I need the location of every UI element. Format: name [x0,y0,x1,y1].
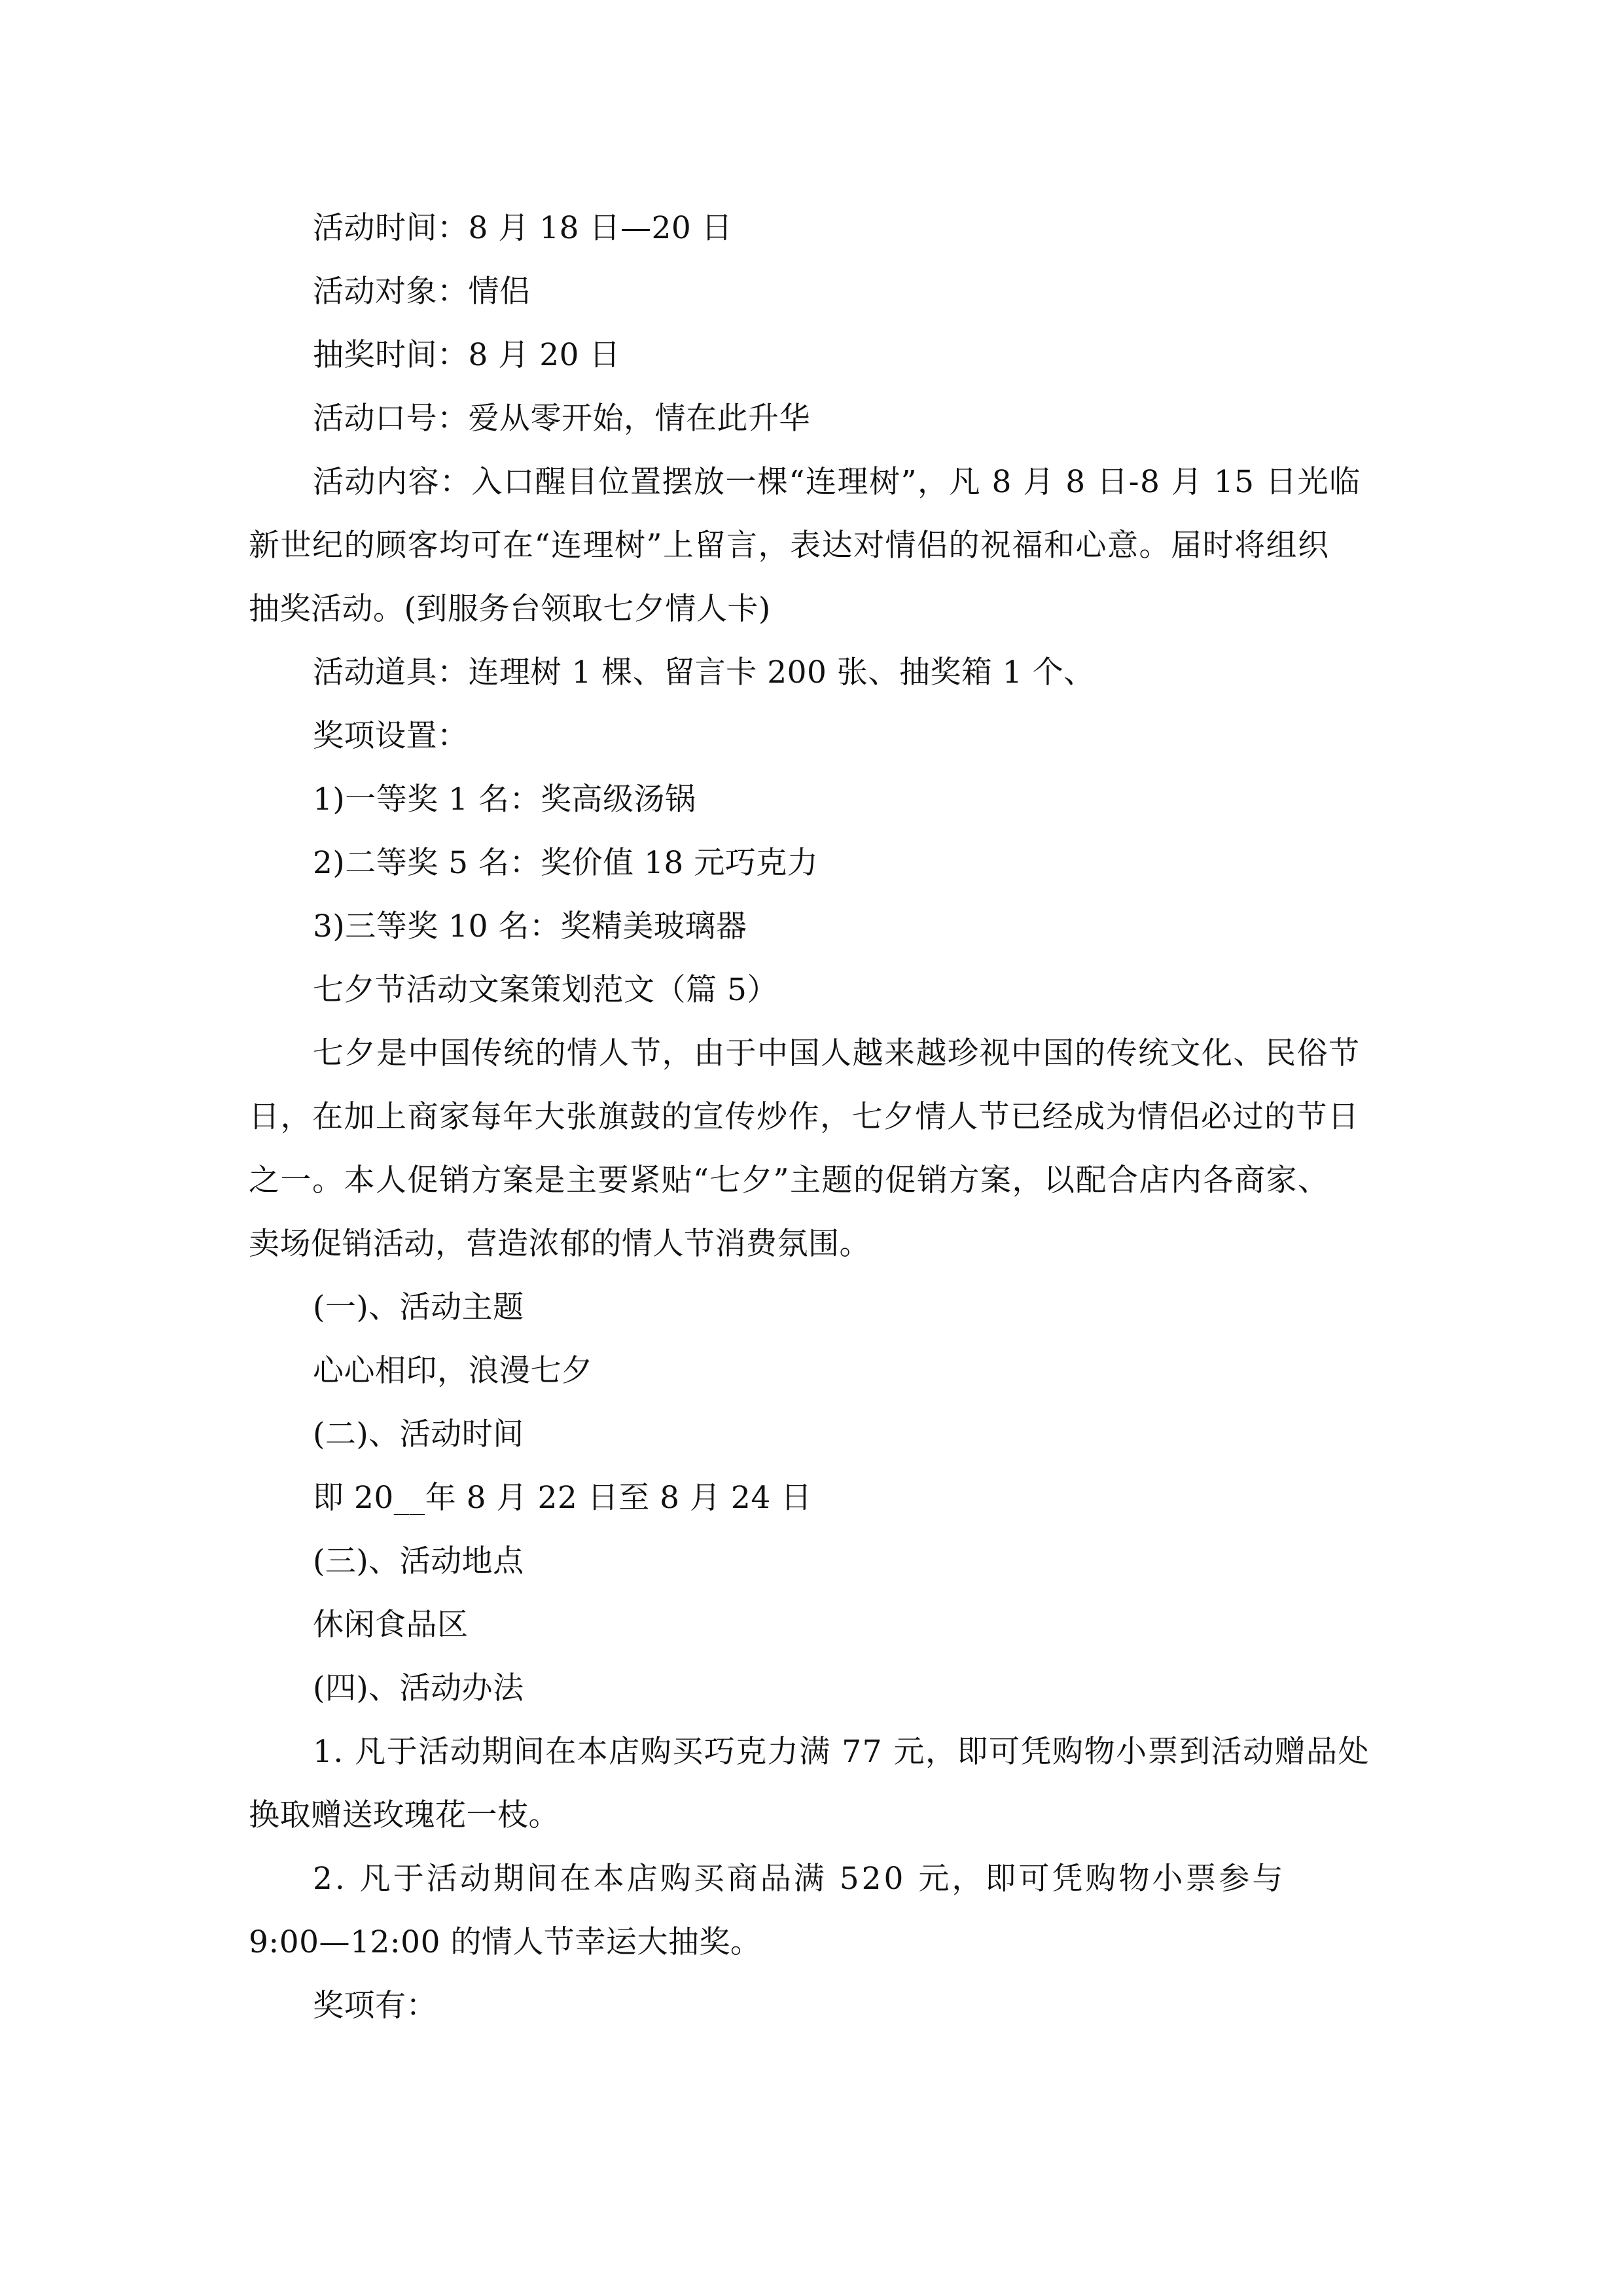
activity-content-line-1: 活动内容：入口醒目位置摆放一棵“连理树”，凡 8 月 8 日-8 月 15 日光临 [313,464,1361,500]
prizes-heading: 奖项有： [313,1988,437,2024]
prize-setup-heading: 奖项设置： [313,718,469,754]
method-item-1-line-1: 1. 凡于活动期间在本店购买巧克力满 77 元，即可凭购物小票到活动赠品处 [313,1734,1370,1770]
activity-content-line-2: 新世纪的顾客均可在“连理树”上留言，表达对情侣的祝福和心意。届时将组织 [249,528,1330,564]
location-text: 休闲食品区 [313,1607,469,1643]
location-heading: (三)、活动地点 [313,1543,524,1579]
third-prize-line: 3)三等奖 10 名：奖精美玻璃器 [313,908,747,944]
method-item-2-line-1: 2. 凡于活动期间在本店购买商品满 520 元，即可凭购物小票参与 [313,1861,1286,1897]
theme-text: 心心相印，浪漫七夕 [313,1353,593,1389]
first-prize-line: 1)一等奖 1 名：奖高级汤锅 [313,781,696,817]
method-heading: (四)、活动办法 [313,1670,524,1706]
activity-props-line: 活动道具：连理树 1 棵、留言卡 200 张、抽奖箱 1 个、 [313,655,1095,691]
intro-paragraph-line-3: 之一。本人促销方案是主要紧贴“七夕”主题的促销方案，以配合店内各商家、 [249,1162,1330,1198]
intro-paragraph-line-2: 日，在加上商家每年大张旗鼓的宣传炒作，七夕情人节已经成为情侣必过的节日 [249,1099,1360,1135]
intro-paragraph-line-1: 七夕是中国传统的情人节，由于中国人越来越珍视中国的传统文化、民俗节 [313,1035,1361,1071]
time-text: 即 20__年 8 月 22 日至 8 月 24 日 [313,1480,812,1516]
method-item-2-line-2: 9:00—12:00 的情人节幸运大抽奖。 [249,1924,762,1960]
method-item-1-line-2: 换取赠送玫瑰花一枝。 [249,1797,560,1833]
draw-time-line: 抽奖时间：8 月 20 日 [313,337,621,373]
activity-content-line-3: 抽奖活动。(到服务台领取七夕情人卡) [249,591,771,627]
activity-time-line: 活动时间：8 月 18 日—20 日 [313,210,733,246]
section-title-part5: 七夕节活动文案策划范文（篇 5） [313,972,778,1008]
activity-target-line: 活动对象：情侣 [313,274,531,310]
intro-paragraph-line-4: 卖场促销活动，营造浓郁的情人节消费氛围。 [249,1226,870,1262]
theme-heading: (一)、活动主题 [313,1289,524,1325]
slogan-line: 活动口号：爱从零开始，情在此升华 [313,401,810,437]
time-heading: (二)、活动时间 [313,1416,524,1452]
second-prize-line: 2)二等奖 5 名：奖价值 18 元巧克力 [313,845,819,881]
